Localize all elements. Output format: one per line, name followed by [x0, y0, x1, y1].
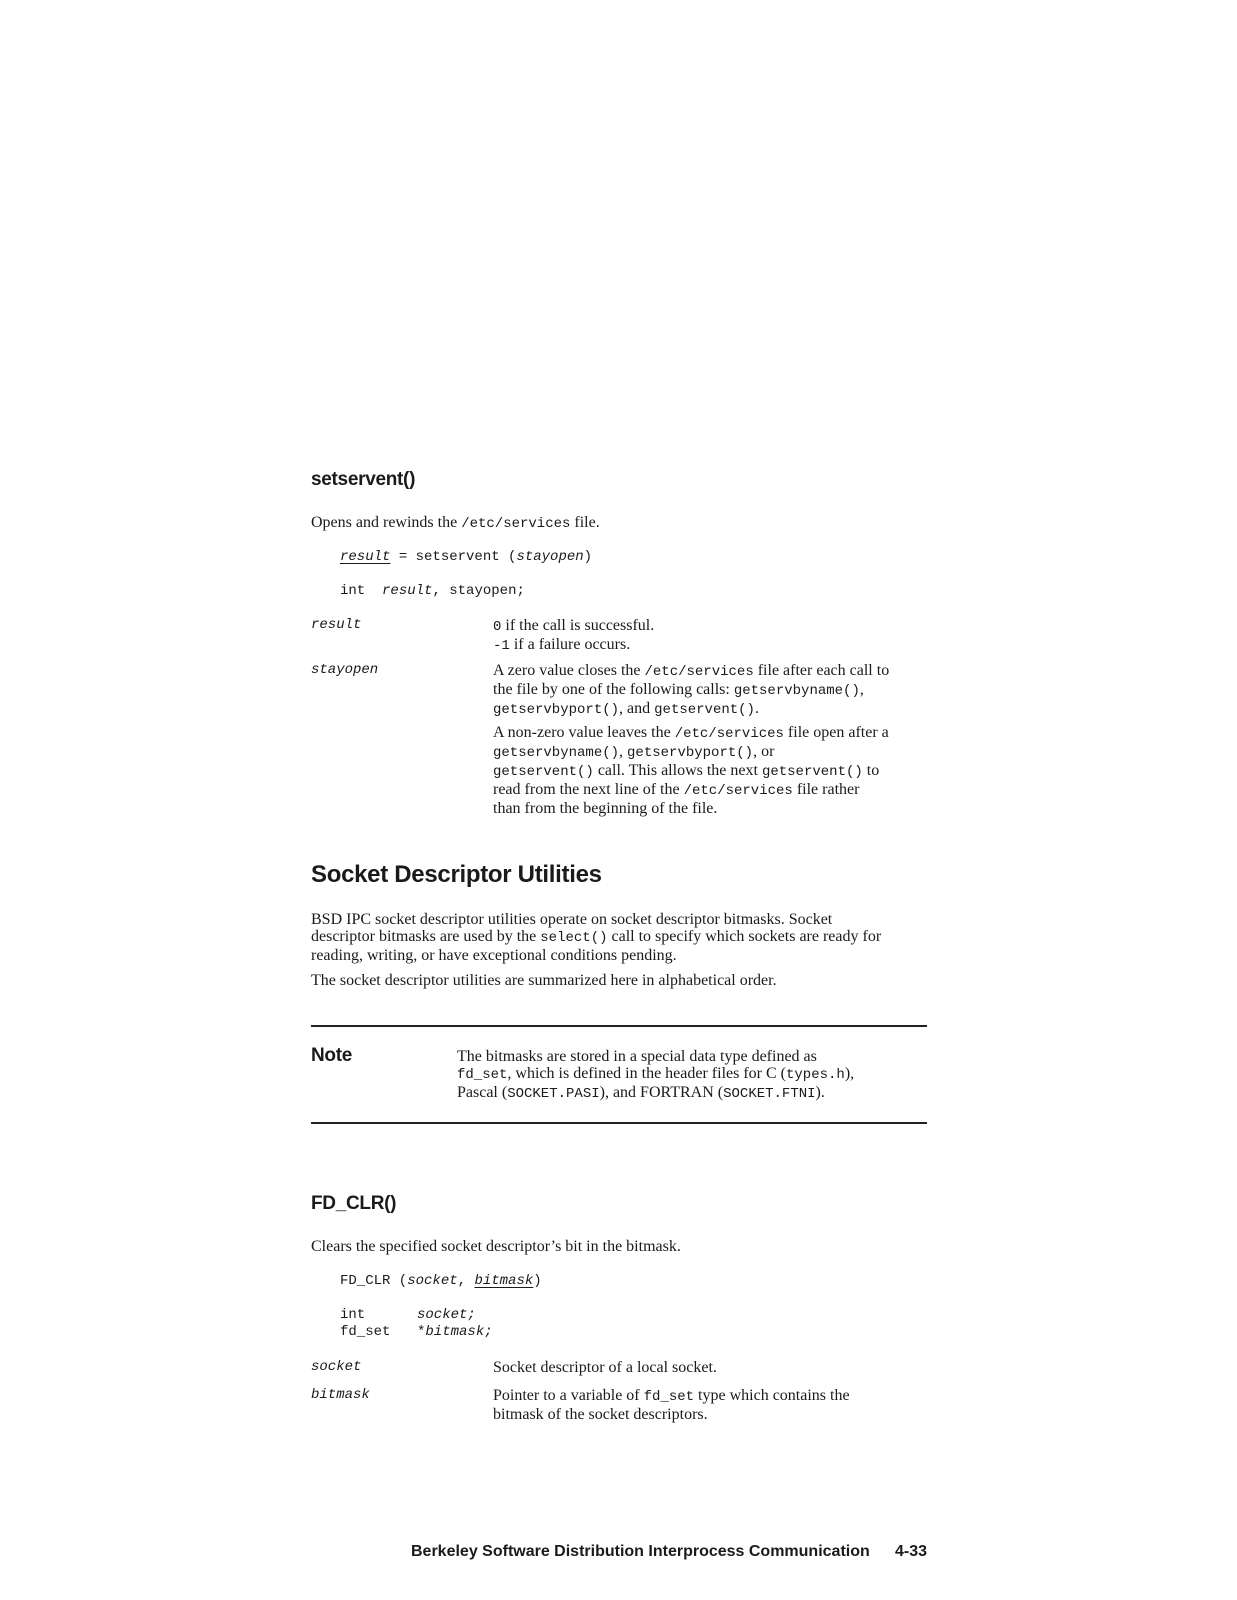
- param-desc-socket: Socket descriptor of a local socket.: [493, 1359, 717, 1376]
- setservent-heading: setservent(): [311, 469, 416, 490]
- param-desc-stayopen-1: A zero value closes the /etc/services file after each call to the file by one of the following calls: getservbyname(), getservbyport(), and getservent().: [493, 662, 890, 718]
- param-name-result: result: [311, 617, 362, 633]
- setservent-declaration: int result, stayopen;: [340, 583, 525, 599]
- fd-clr-heading: FD_CLR(): [311, 1193, 397, 1214]
- param-name-stayopen: stayopen: [311, 662, 379, 678]
- socket-utilities-heading: Socket Descriptor Utilities: [311, 861, 602, 888]
- fd-clr-syntax: FD_CLR (socket, bitmask): [340, 1273, 542, 1289]
- note-label: Note: [311, 1045, 353, 1066]
- fd-clr-intro: Clears the specified socket descriptor’s bit in the bitmask.: [311, 1238, 681, 1255]
- socket-utilities-para2: The socket descriptor utilities are summarized here in alphabetical order.: [311, 972, 777, 989]
- setservent-intro: Opens and rewinds the /etc/services file.: [311, 514, 600, 532]
- note-bottom-rule: [311, 1122, 927, 1124]
- param-desc-bitmask: Pointer to a variable of fd_set type which contains the bitmask of the socket descriptors.: [493, 1387, 850, 1423]
- note-top-rule: [311, 1025, 927, 1027]
- setservent-syntax: result = setservent (stayopen): [340, 549, 593, 565]
- footer-page-number: 4-33: [895, 1543, 928, 1560]
- param-desc-result: 0 if the call is successful. -1 if a failure occurs.: [493, 617, 655, 654]
- param-name-socket: socket: [311, 1359, 362, 1375]
- fd-clr-declarations: int socket; fd_set *bitmask;: [340, 1307, 493, 1340]
- note-text: The bitmasks are stored in a special data type defined as fd_set, which is defined in the header files for C (types.h), Pascal (SOCKET.PASI), and FORTRAN (SOCKET.FTNI).: [457, 1048, 855, 1102]
- param-name-bitmask: bitmask: [311, 1387, 370, 1403]
- footer-title: Berkeley Software Distribution Interprocess Communication: [411, 1543, 870, 1560]
- socket-utilities-para1: BSD IPC socket descriptor utilities operate on socket descriptor bitmasks. Socket descriptor bitmasks are used by the select() call to specify which sockets are ready for reading, writing, or have exceptional conditions pending.: [311, 911, 882, 964]
- param-desc-stayopen-2: A non-zero value leaves the /etc/services file open after a getservbyname(), getservbyport(), or getservent() call. This allows the next getservent() to read from the next line of the /etc/services file rather than from the beginning of the file.: [493, 724, 889, 817]
